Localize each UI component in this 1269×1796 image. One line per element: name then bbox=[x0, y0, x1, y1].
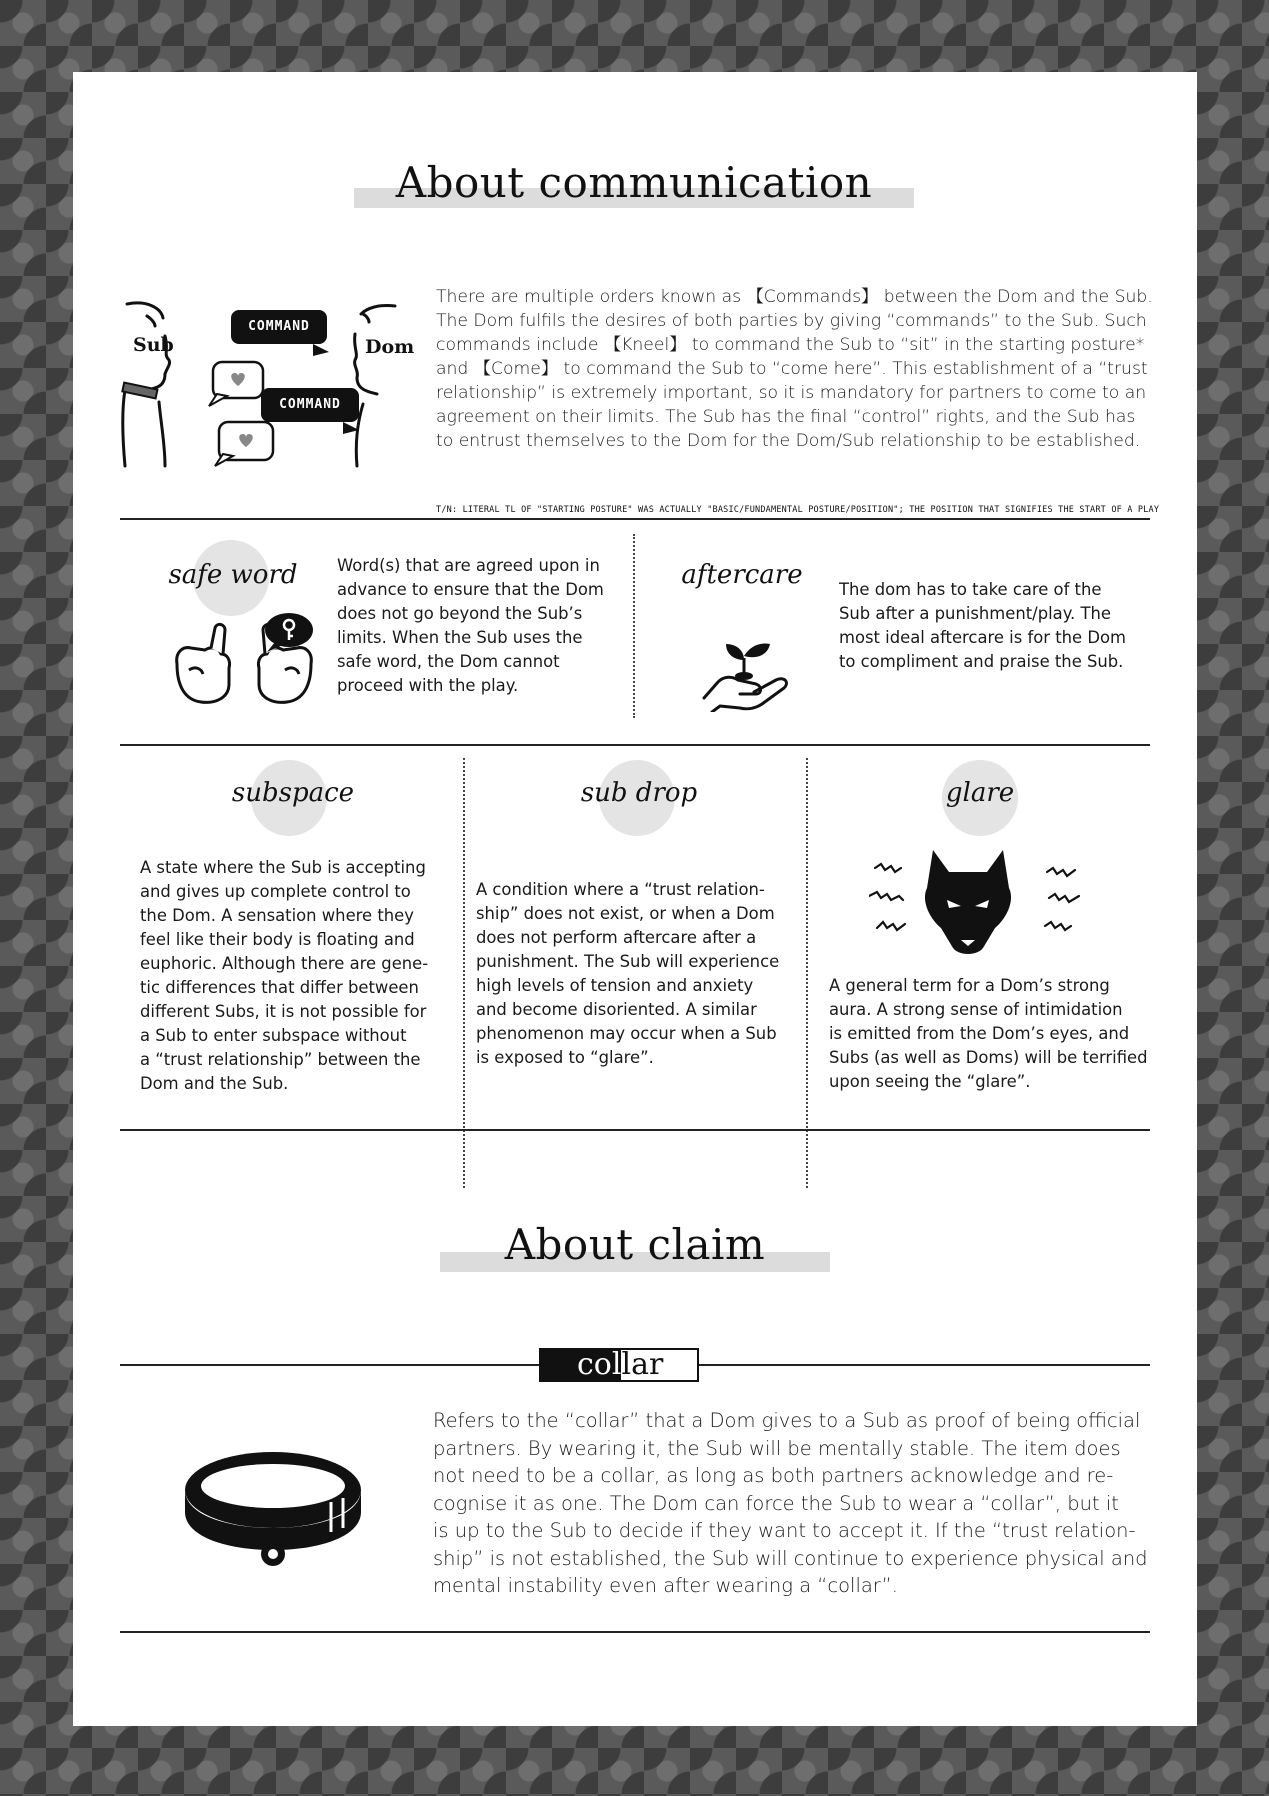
aftercare-text bbox=[839, 578, 1159, 674]
text-line: The Dom fulfils the desires of both parties by giving “commands” to the Sub. Such bbox=[436, 311, 1147, 331]
document-page bbox=[73, 72, 1197, 1726]
text-line: limits. When the Sub uses the bbox=[337, 628, 583, 647]
text-line: There are multiple orders known as 【Commands】 between the Dom and the Sub. bbox=[436, 287, 1153, 307]
text-line: phenomenon may occur when a Sub bbox=[476, 1024, 777, 1043]
text-line: partners. By wearing it, the Sub will be mentally stable. The item does bbox=[433, 1436, 1121, 1460]
text-line: and gives up complete control to bbox=[140, 882, 411, 901]
text-line: euphoric. Although there are gene- bbox=[140, 954, 429, 973]
section-title-communication: About communication bbox=[395, 158, 873, 207]
term-safe-word: safe word bbox=[168, 560, 298, 590]
dom-label: Dom bbox=[365, 336, 415, 358]
text-line: tic differences that differ between bbox=[140, 978, 419, 997]
term-subspace: subspace bbox=[231, 778, 355, 808]
text-line: ship” does not exist, or when a Dom bbox=[476, 904, 775, 923]
text-line: Refers to the “collar” that a Dom gives to a Sub as proof of being official bbox=[433, 1409, 1141, 1432]
text-line: a Sub to enter subspace without bbox=[140, 1026, 407, 1045]
text-line: not need to be a collar, as long as both partners acknowledge and re- bbox=[433, 1464, 1114, 1487]
text-line: cognise it as one. The Dom can force the Sub to wear a “collar”, but it bbox=[433, 1491, 1119, 1515]
text-line: is exposed to “glare”. bbox=[476, 1048, 654, 1067]
text-line: is emitted from the Dom’s eyes, and bbox=[829, 1024, 1130, 1043]
text-line: does not perform aftercare after a bbox=[476, 928, 757, 947]
command-bubble-2: COMMAND bbox=[261, 388, 359, 422]
divider-line bbox=[120, 518, 1150, 520]
text-line: most ideal aftercare is for the Dom bbox=[839, 628, 1126, 647]
sub-collar-icon bbox=[122, 383, 157, 399]
text-line: punishment. The Sub will experience bbox=[476, 952, 780, 971]
section-title-claim: About claim bbox=[504, 1220, 766, 1269]
dotted-divider bbox=[463, 758, 465, 1188]
collar-label-light: lar bbox=[621, 1348, 664, 1382]
command-bubble-1: COMMAND bbox=[231, 310, 327, 344]
text-line: the Dom. A sensation where they bbox=[140, 906, 414, 925]
command-bubble-1-tail bbox=[313, 344, 329, 356]
sub-label: Sub bbox=[133, 334, 174, 356]
text-line: is up to the Sub to decide if they want to accept it. If the “trust relation- bbox=[433, 1519, 1136, 1542]
text-line: ship” is not established, the Sub will continue to experience physical and bbox=[433, 1546, 1148, 1570]
key-speech-bubble-icon bbox=[265, 613, 313, 652]
dotted-divider bbox=[633, 534, 635, 718]
collar-icon bbox=[181, 1440, 367, 1570]
collar-label-dark: col bbox=[541, 1350, 621, 1380]
term-aftercare: aftercare bbox=[681, 560, 803, 590]
text-line: mental instability even after wearing a “collar”. bbox=[433, 1574, 898, 1597]
text-line: to entrust themselves to the Dom for the Dom/Sub relationship to be established. bbox=[436, 431, 1141, 451]
glare-text bbox=[829, 974, 1179, 1094]
text-line: Subs (as well as Doms) will be terrified bbox=[829, 1048, 1148, 1067]
text-line: agreement on their limits. The Sub has the final “control” rights, and the Sub has bbox=[436, 407, 1136, 427]
text-line: A condition where a “trust relation- bbox=[476, 880, 765, 899]
subspace-text bbox=[140, 856, 460, 1096]
sub-drop-text bbox=[476, 878, 801, 1070]
term-sub-drop: sub drop bbox=[580, 778, 698, 808]
hand-sprout-icon bbox=[700, 632, 792, 712]
divider-line bbox=[120, 744, 1150, 746]
dom-head-icon bbox=[355, 305, 395, 466]
communication-intro-text bbox=[436, 285, 1191, 453]
text-line: safe word, the Dom cannot bbox=[337, 652, 560, 671]
wolf-head-icon bbox=[869, 848, 1083, 958]
collar-text bbox=[433, 1407, 1173, 1600]
translator-note: T/N: LITERAL TL OF "STARTING POSTURE" WAS ACTUALLY "BASIC/FUNDAMENTAL POSTURE/POSITION"; THE POSITION THAT SIGNIFIES THE START OF A PLAY bbox=[436, 505, 1160, 515]
text-line: feel like their body is floating and bbox=[140, 930, 415, 949]
term-glare: glare bbox=[945, 778, 1015, 808]
heart-bubble-2-icon bbox=[215, 422, 273, 466]
text-line: A general term for a Dom’s strong bbox=[829, 976, 1110, 995]
text-line: advance to ensure that the Dom bbox=[337, 580, 604, 599]
text-line: a “trust relationship” between the bbox=[140, 1050, 421, 1069]
text-line: Dom and the Sub. bbox=[140, 1074, 289, 1093]
text-line: upon seeing the “glare”. bbox=[829, 1072, 1031, 1091]
heart-bubble-1-icon bbox=[209, 362, 263, 406]
text-line: does not go beyond the Sub’s bbox=[337, 604, 583, 623]
text-line: Sub after a punishment/play. The bbox=[839, 604, 1111, 623]
text-line: different Subs, it is not possible for bbox=[140, 1002, 427, 1021]
safe-word-text bbox=[337, 554, 637, 698]
text-line: relationship” is extremely important, so it is mandatory for partners to come to an bbox=[436, 383, 1147, 403]
text-line: Word(s) that are agreed upon in bbox=[337, 556, 600, 575]
text-line: and 【Come】 to command the Sub to “come here”. This establishment of a “trust bbox=[436, 359, 1148, 379]
divider-line bbox=[120, 1129, 1150, 1131]
dotted-divider bbox=[806, 758, 808, 1188]
text-line: commands include 【Kneel】 to command the Sub to “sit” in the starting posture* bbox=[436, 335, 1145, 355]
text-line: proceed with the play. bbox=[337, 676, 519, 695]
text-line: to compliment and praise the Sub. bbox=[839, 652, 1124, 671]
divider-line bbox=[120, 1631, 1150, 1633]
text-line: A state where the Sub is accepting bbox=[140, 858, 426, 877]
text-line: and become disoriented. A similar bbox=[476, 1000, 757, 1019]
term-collar bbox=[539, 1348, 699, 1382]
text-line: high levels of tension and anxiety bbox=[476, 976, 754, 995]
text-line: The dom has to take care of the bbox=[839, 580, 1102, 599]
pinky-promise-icon bbox=[171, 612, 321, 708]
text-line: aura. A strong sense of intimidation bbox=[829, 1000, 1123, 1019]
